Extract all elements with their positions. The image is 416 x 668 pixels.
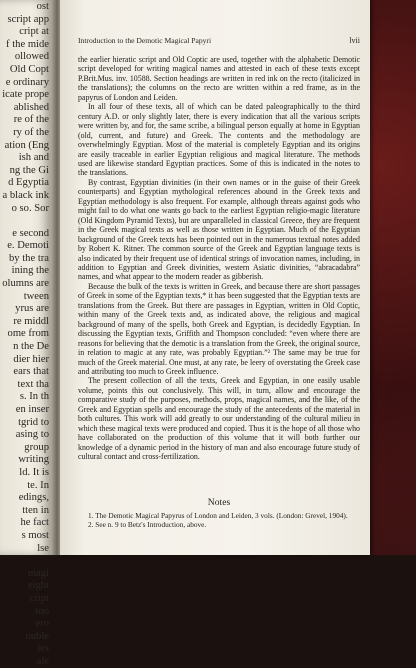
left-page-line: ale — [36, 655, 49, 667]
left-page-line: asing to — [15, 429, 49, 441]
left-page-line: group — [24, 441, 49, 453]
running-head — [78, 36, 360, 48]
left-page-line: e second — [12, 227, 49, 239]
left-page-line: ost — [36, 1, 49, 12]
left-page-line: writing — [18, 454, 49, 466]
left-page-line: ears that — [13, 366, 49, 378]
left-page-line: eight — [27, 580, 49, 592]
left-page-line: ies — [37, 643, 49, 655]
left-page-line: ld. It is — [19, 466, 49, 478]
note-2: 2. See n. 9 to Betz's Introduction, above. — [88, 520, 207, 530]
left-page-line: ng the Gi — [9, 164, 49, 176]
left-page-line: cript at — [19, 26, 49, 38]
left-page-line: lse — [37, 542, 49, 554]
left-page-line — [0, 555, 49, 568]
left-page-line: script app — [7, 13, 49, 25]
left-page-line: tween — [23, 290, 49, 302]
left-page-line: f the mide — [6, 38, 49, 50]
left-page-line: te. In — [27, 479, 49, 491]
left-page-line: olumns are — [2, 278, 49, 290]
left-page-line: re middl — [13, 315, 49, 327]
left-page-line: magi — [27, 567, 49, 579]
left-page-line: a black ink — [2, 189, 49, 201]
left-page-line: too — [35, 605, 49, 617]
left-page-text — [0, 1, 49, 668]
left-page-line: ouble — [25, 630, 49, 642]
left-page-line: ero — [35, 618, 49, 630]
left-page-line: Old Copt — [9, 63, 49, 75]
paragraph-2: In all four of these texts, all of which can be dated paleographically to the third century A.D. or only slightly later, there is every indication that all the various scripts were written by, and for, the same scribe, a bilingual person equally at home in Egyptian (old, current, and future) and Greek. The contents and the methodology are overwhelmingly Egyptian. Most of the material is completely Egyptian and its origins are easily traceable in earlier Egyptian religious and magical literature. The methods used are likewise standard Egyptian practices. Some of this is indicated in the notes to the translations. — [78, 102, 360, 178]
left-page-line: re of the — [13, 114, 49, 126]
paragraph-5: The present collection of all the texts, Greek and Egyptian, in one easily usable volume, points this out conclusively. This will, in turn, allow and encourage the comparative study of the purposes, methods, props, magical names, and the like, of the Greek and Egyptian spells and encourage the study of the antecedents of the material in both cultures. This work will add greatly to our understanding of the cultural milieu in which these magical texts were produced and copied. Thus it is the hope of all those who have collaborated on the production of this volume that it will both further our knowledge of a dynamic period in the history of man and also encourage future study of cultural contact and cross-fertilization. — [78, 376, 360, 462]
running-head-title: Introduction to the Demotic Magical Papyri — [78, 36, 212, 45]
left-page-line: yrus are — [15, 303, 49, 315]
body-text — [78, 55, 360, 461]
left-page-line: d Egyptia — [8, 177, 49, 189]
left-page-line: cript — [29, 592, 49, 604]
left-page-line: n the De — [13, 341, 49, 353]
left-page-line: tten in — [22, 504, 49, 516]
left-page-line: s. In th — [19, 391, 49, 403]
left-page-line: ome from — [7, 328, 49, 340]
left-page — [0, 0, 52, 667]
left-page-line: e ordinary — [5, 76, 49, 88]
notes-list — [88, 511, 358, 529]
paragraph-4: Because the bulk of the texts is written in Greek, and because there are short passages of Greek in some of the Egyptian texts,* it has been suggested that the Egyptian texts are translations from the Greek. But there are passages in Egyptian, written in Old Coptic, within many of the Greek texts and, as indicated above, the religious and magical background of many of the spells, both Greek and Egyptian, is decidedly Egyptian. In discussing the Egyptian texts, Griffith and Thompson concluded: “even where there are reasons for believing that the demotic is a translation from the Greek, the original source, in relation to magic at any rate, was probably Egyptian.”² The same may be true for much of the Greek material. One must, at any rate, be leery of overstating the Greek case and attributing too much to Greek influence. — [78, 281, 360, 376]
left-page-line: ry of the — [13, 126, 49, 138]
left-page-line: ining the — [11, 265, 49, 277]
left-page-line: dier hier — [13, 353, 49, 365]
paragraph-1: the earlier hieratic script and Old Coptic are used, together with the alphabetic Demotic script developed for writing magical names and attested in each of these texts except P.Brit.Mus. inv. 10588. Section headings are written in red ink on the recto (italicized in the translations); the columns on the recto are written within a red frame, as in the papyrus of London and Leiden. — [78, 55, 360, 102]
right-page — [60, 0, 370, 555]
left-page-line: he fact — [20, 517, 49, 529]
left-page-line: ation (Eng — [4, 139, 49, 151]
note-1: 1. The Demotic Magical Papyrus of London and Leiden, 3 vols. (London: Grevel, 1904). — [88, 511, 348, 520]
left-page-line: icate prope — [2, 89, 49, 101]
notes-heading: Notes — [207, 497, 231, 508]
left-page-line: ablished — [13, 101, 49, 113]
left-page-line — [0, 215, 49, 228]
left-page-line: text tha — [17, 378, 49, 390]
left-page-line: s most — [21, 529, 49, 541]
left-page-line: edings, — [18, 492, 49, 504]
page-number: lvii — [349, 36, 360, 45]
left-page-line: ollowed — [14, 51, 49, 63]
left-page-line: by the tra — [8, 252, 49, 264]
left-page-line: ish and — [18, 152, 49, 164]
left-page-line: tgrid to — [18, 416, 49, 428]
left-page-line: en inser — [15, 404, 49, 415]
paragraph-3: By contrast, Egyptian divinities (in their own names or in the guise of their Greek counterparts) and Egyptian mythological references abound in the Greek texts and Egyptian methodology is also frequent. For example, although threats against gods who might fail to do what one wants go back to the earliest Egyptian religio-magic literature (Old Kingdom Pyramid Texts), but are unparalleled in classical Greece, they are frequent in the Greek magical texts as well as those written in Egyptian. Much of the Egyptian background of the Greek texts has been pointed out in the numerous textual notes added by Robert K. Ritner. The common source of the Greek and Egyptian language texts is also indicated by their frequent use of identical strings of invocation names, including, in addition to Egyptian and Greek divinities, western Asiatic divinities, “abracadabra” names, and what appear to the modern reader as gibberish. — [78, 177, 360, 282]
left-page-line: o so. Sor — [11, 202, 49, 214]
left-page-line: e. Demoti — [7, 240, 49, 252]
